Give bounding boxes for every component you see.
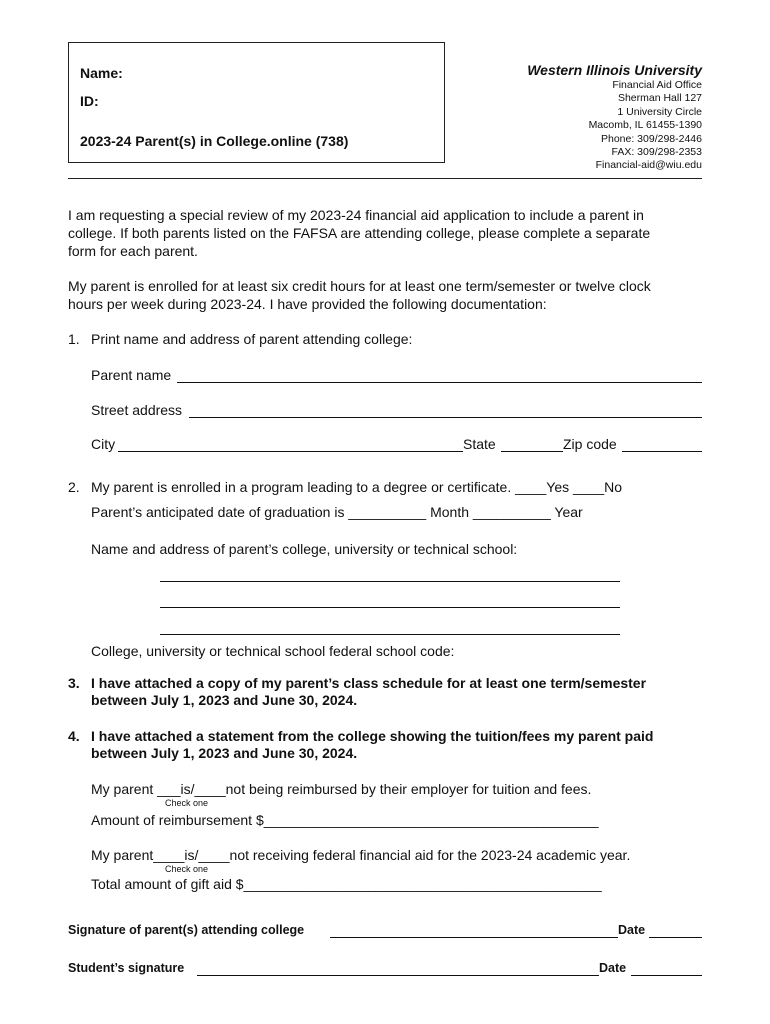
item-3-line-2: between July 1, 2023 and June 30, 2024. <box>91 692 358 708</box>
id-label: ID: <box>80 93 99 109</box>
item-1-number: 1. <box>68 331 80 347</box>
item-3-number: 3. <box>68 675 80 691</box>
item-3-line-1: I have attached a copy of my parent’s class schedule for at least one term/semester <box>91 675 647 691</box>
check-one-note: Check one <box>165 798 209 808</box>
graduation-date-line: Parent’s anticipated date of graduation is __________ Month __________ Year <box>91 504 583 520</box>
reimbursement-amount-line: Amount of reimbursement $___________________________________________ <box>91 812 599 828</box>
office-line: Financial Aid Office <box>612 79 702 91</box>
text-line: I am requesting a special review of my 2023-24 financial aid application to include a parent in <box>68 207 644 223</box>
student-signature-label: Student’s signature <box>68 961 185 975</box>
text-line: form for each parent. <box>68 243 198 259</box>
university-name: Western Illinois University <box>527 62 702 78</box>
federal-aid-line: My parent____is/____not receiving federal financial aid for the 2023-24 academic year. <box>91 847 631 863</box>
intro-paragraph-2 <box>68 277 708 313</box>
office-address <box>527 62 702 173</box>
item-2-number: 2. <box>68 479 80 495</box>
office-line: Phone: 309/298-2446 <box>600 132 702 145</box>
parent-date-field[interactable] <box>649 937 702 938</box>
city-field[interactable] <box>118 451 463 452</box>
parent-signature-label: Signature of parent(s) attending college <box>68 923 305 937</box>
text-line: college. If both parents listed on the FAFSA are attending college, please complete a separate <box>68 225 651 241</box>
item-1-text: Print name and address of parent attending college: <box>91 331 413 347</box>
text-line: hours per week during 2023-24. I have provided the following documentation: <box>68 296 547 312</box>
federal-school-code-label: College, university or technical school federal school code: <box>91 643 455 659</box>
reimbursement-line: My parent ___is/____not being reimbursed by their employer for tuition and fees. <box>91 781 592 797</box>
street-address-label: Street address <box>91 402 183 418</box>
office-line: Sherman Hall 127 <box>617 92 702 105</box>
check-one-note: Check one <box>165 864 209 874</box>
office-line: 1 University Circle <box>617 105 702 118</box>
college-address-field-3[interactable] <box>160 634 620 635</box>
state-field[interactable] <box>501 451 563 452</box>
street-address-field[interactable] <box>189 417 702 418</box>
form-title: 2023-24 Parent(s) in College.online (738) <box>80 133 349 149</box>
student-date-field[interactable] <box>631 975 702 976</box>
city-label: City <box>91 436 116 452</box>
header-divider <box>68 178 702 179</box>
office-email: Financial-aid@wiu.edu <box>595 159 702 172</box>
college-address-label: Name and address of parent’s college, university or technical school: <box>91 541 518 557</box>
zip-label: Zip code <box>563 436 617 452</box>
degree-question: My parent is enrolled in a program leading to a degree or certificate. ____Yes ____No <box>91 479 623 495</box>
student-signature-field[interactable] <box>197 975 599 976</box>
parent-name-label: Parent name <box>91 367 172 383</box>
item-4-line-1: I have attached a statement from the college showing the tuition/fees my parent paid <box>91 728 654 744</box>
zip-field[interactable] <box>622 451 702 452</box>
college-address-field-2[interactable] <box>160 607 620 608</box>
text-line: My parent is enrolled for at least six credit hours for at least one term/semester or twelve clock <box>68 278 651 294</box>
parent-name-field[interactable] <box>177 382 702 383</box>
item-4-number: 4. <box>68 728 80 744</box>
intro-paragraph-1 <box>68 206 708 260</box>
gift-aid-line: Total amount of gift aid $______________________________________________ <box>91 876 602 892</box>
office-line: FAX: 309/298-2353 <box>611 146 702 159</box>
student-date-label: Date <box>599 961 627 975</box>
name-label: Name: <box>80 65 123 81</box>
office-line: Macomb, IL 61455-1390 <box>588 119 702 132</box>
state-label: State <box>463 436 496 452</box>
parent-signature-field[interactable] <box>330 937 618 938</box>
item-4-line-2: between July 1, 2023 and June 30, 2024. <box>91 745 358 761</box>
parent-date-label: Date <box>618 923 646 937</box>
college-address-field-1[interactable] <box>160 581 620 582</box>
